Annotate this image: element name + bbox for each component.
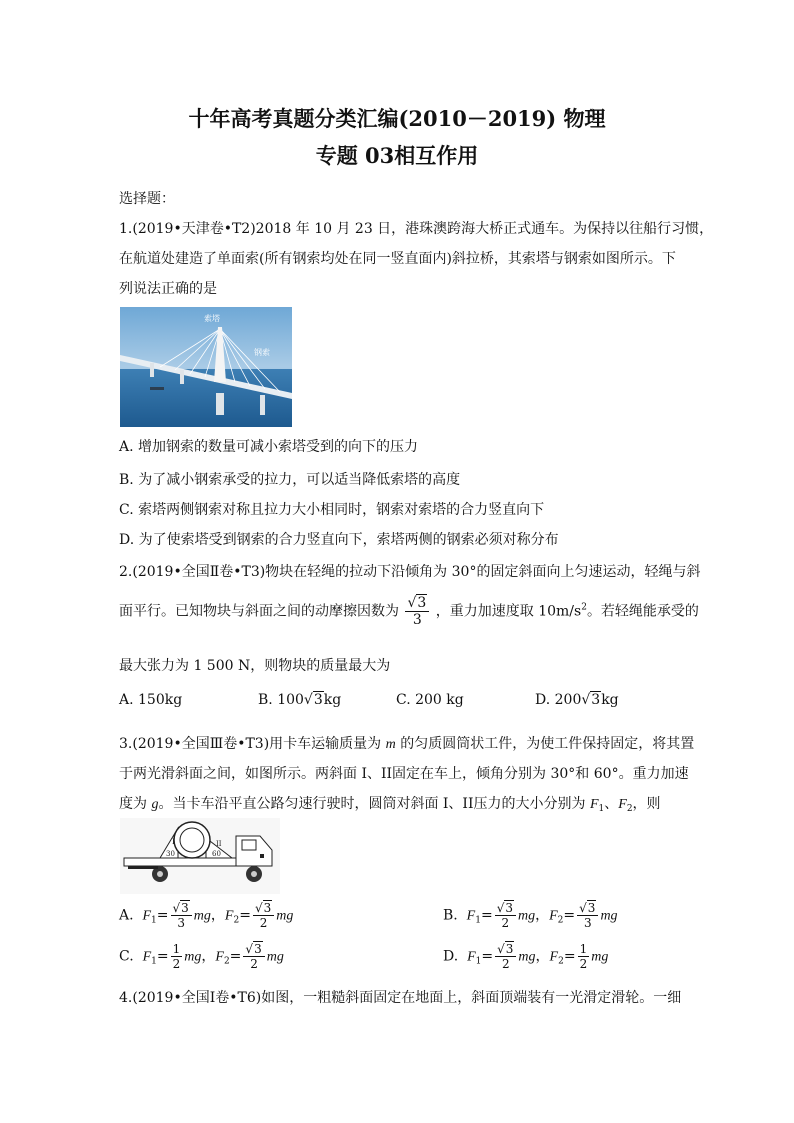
q2-option-d: D. 200√3kg — [535, 692, 619, 708]
q1-line-3: 列说法正确的是 — [119, 281, 217, 297]
q1-line-2: 在航道处建造了单面索(所有钢索均处在同一竖直面内)斜拉桥，其索塔与钢索如图所示。下 — [119, 251, 676, 267]
q2-option-a: A. 150kg — [119, 692, 183, 708]
bridge-photo — [120, 307, 292, 427]
q1-line-1: 1.(2019•天津卷•T2)2018 年 10 月 23 日，港珠澳跨海大桥正式通车。为保持以往船行习惯， — [119, 221, 714, 237]
q1-option-b: B. 为了减小钢索承受的拉力，可以适当降低索塔的高度 — [119, 472, 461, 488]
q3-line-3: 度为 g。当卡车沿平直公路匀速行驶时，圆筒对斜面 I、II压力的大小分别为 $F_1$、$F_2$，则 — [119, 796, 661, 814]
slope-label-1: I — [172, 838, 175, 846]
label-cable: 钢索 — [254, 348, 270, 357]
sqrt-sign: √3 — [407, 595, 427, 611]
friction-coefficient-fraction: $\frac{√3}{3}$ — [405, 596, 429, 627]
q1-option-c: C. 索塔两侧钢索对称且拉力大小相同时，钢索对索塔的合力竖直向下 — [119, 502, 545, 518]
q1-option-d: D. 为了使索塔受到钢索的合力竖直向下，索塔两侧的钢索必须对称分布 — [119, 532, 559, 548]
angle-label-30: 30 — [166, 850, 175, 858]
q2-line2-text-c: 。若轻绳能承受的 — [586, 603, 699, 620]
q2-line-3: 最大张力为 1 500 N，则物块的质量最大为 — [119, 658, 391, 674]
q2-option-c: C. 200 kg — [396, 692, 464, 708]
q2-line-2: 面平行。已知物块与斜面之间的动摩擦因数为 $\frac{√3}{3}$ ，重力加速度取 $10m/s^2$。若轻绳能承受的 — [119, 595, 699, 628]
q4-line-1: 4.(2019•全国Ⅰ卷•T6)如图，一粗糙斜面固定在地面上，斜面顶端装有一光滑定滑轮。一细 — [119, 990, 682, 1006]
truck-figure — [120, 818, 280, 894]
label-tower: 索塔 — [204, 314, 220, 323]
q2-line2-text-a: 面平行。已知物块与斜面之间的动摩擦因数为 — [119, 603, 399, 620]
q3-line-1: 3.(2019•全国Ⅲ卷•T3)用卡车运输质量为 m 的匀质圆筒状工件，为使工件保持固定，将其置 — [119, 736, 695, 752]
q3-option-a: A. $F_1=$ $\frac{√3}{3}$ mg，$F_2=$ $\frac{√3}{2}$ mg — [119, 901, 294, 930]
section-label: 选择题： — [119, 191, 175, 207]
document-title: 十年高考真题分类汇编(2010－2019) 物理 — [188, 106, 606, 131]
q3-option-c: C. $F_1=$ $\frac{1}{2}$ mg，$F_2=$ $\frac{√3}{2}$ mg — [119, 942, 284, 971]
q2-option-b: B. 100√3kg — [258, 692, 342, 708]
q3-option-b: B. $F_1=$ $\frac{√3}{2}$ mg，$F_2=$ $\frac{√3}{3}$ mg — [443, 901, 618, 930]
document-subtitle: 专题 03相互作用 — [315, 143, 479, 168]
angle-label-60: 60 — [212, 850, 221, 858]
q3-line-2: 于两光滑斜面之间，如图所示。两斜面 I、II固定在车上，倾角分别为 30°和 60°。重力加速 — [119, 766, 689, 782]
q2-line2-text-b: ，重力加速度取 10m/s — [435, 603, 582, 620]
q1-option-a: A. 增加钢索的数量可减小索塔受到的向下的压力 — [119, 439, 419, 455]
q3-option-d: D. $F_1=$ $\frac{√3}{2}$ mg，$F_2=$ $\frac{1}{2}$ mg — [443, 942, 609, 971]
slope-label-2: II — [216, 840, 222, 848]
q2-line-1: 2.(2019•全国Ⅱ卷•T3)物块在轻绳的拉动下沿倾角为 30°的固定斜面向上匀速运动，轻绳与斜 — [119, 564, 701, 580]
